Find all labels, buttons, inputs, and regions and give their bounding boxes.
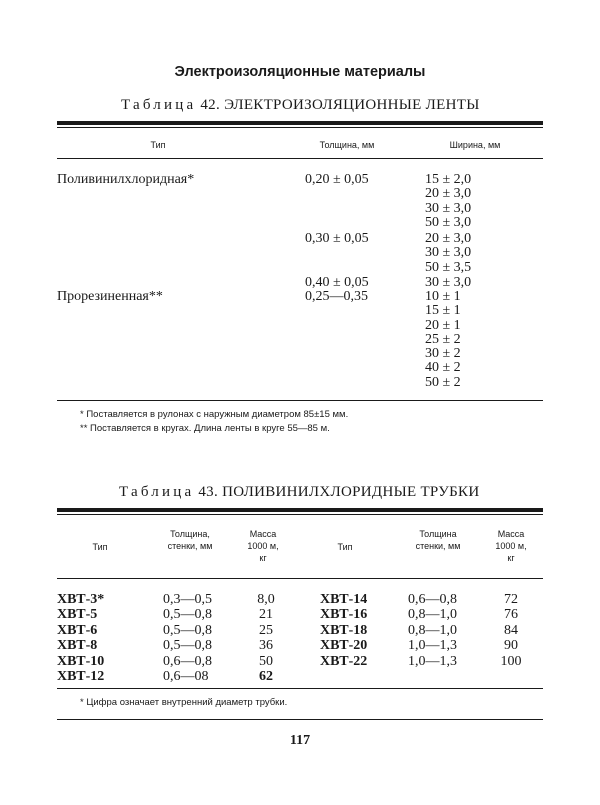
width-value: 20 ± 3,0 xyxy=(425,186,472,202)
table42-header-thickness: Толщина, мм xyxy=(319,140,375,150)
tube-type: ХВТ-16 xyxy=(320,607,368,623)
wall-value: 0,6—0,8 xyxy=(163,653,212,669)
table42-title xyxy=(121,97,480,114)
table43-label: Таблица xyxy=(119,484,195,500)
table43-title-text: ПОЛИВИНИЛХЛОРИДНЫЕ ТРУБКИ xyxy=(222,484,480,500)
wall-value: 0,5—0,8 xyxy=(163,638,212,654)
table43-right-types xyxy=(320,592,367,669)
tube-type: ХВТ-22 xyxy=(320,653,368,669)
table43-right-masses xyxy=(490,592,532,669)
table42-number: 42. xyxy=(200,97,221,113)
running-head: Электроизоляционные материалы xyxy=(174,64,426,80)
header-line: Масса xyxy=(497,529,525,539)
tube-type: ХВТ-6 xyxy=(57,622,98,638)
width-value: 50 ± 2 xyxy=(425,374,461,390)
table42-title-text: ЭЛЕКТРОИЗОЛЯЦИОННЫЕ ЛЕНТЫ xyxy=(224,97,480,113)
table42-header-width: Ширина, мм xyxy=(449,140,501,150)
wall-value: 0,8—1,0 xyxy=(408,607,457,623)
mass-value: 50 xyxy=(259,653,273,669)
table42-widths-1 xyxy=(425,173,471,230)
table43-right-walls xyxy=(408,592,457,669)
page-number: 117 xyxy=(289,733,311,748)
table43-left-masses xyxy=(246,592,286,684)
width-value: 50 ± 3,5 xyxy=(425,259,472,275)
wall-value: 0,3—0,5 xyxy=(163,592,212,607)
wall-value: 0,5—0,8 xyxy=(163,622,212,638)
table42-top-rule-thin xyxy=(57,127,543,128)
mass-value: 62 xyxy=(259,668,273,684)
table43-top-rule-thick xyxy=(57,508,543,512)
table43-number: 43. xyxy=(198,484,219,500)
header-line: Толщина xyxy=(419,529,457,539)
width-value: 10 ± 1 xyxy=(425,289,461,304)
table42-thickness-4: 0,25—0,35 xyxy=(305,289,368,304)
width-value: 30 ± 3,0 xyxy=(425,275,472,290)
tube-type: ХВТ-12 xyxy=(57,668,105,684)
table42-header-type: Тип xyxy=(150,140,166,150)
width-value: 30 ± 3,0 xyxy=(425,200,472,216)
header-line: Масса xyxy=(249,529,277,539)
table42-footnote-1: * Поставляется в рулонах с наружным диаметром 85±15 мм. xyxy=(80,409,349,420)
table42-bottom-rule xyxy=(57,400,543,401)
tube-type: ХВТ-10 xyxy=(57,653,105,669)
mass-value: 76 xyxy=(504,607,518,623)
width-value: 50 ± 3,0 xyxy=(425,214,472,230)
table43-header-type-left: Тип xyxy=(92,542,108,552)
wall-value: 1,0—1,3 xyxy=(408,653,457,669)
table43-top-rule-thin xyxy=(57,514,543,515)
header-line: 1000 м, xyxy=(495,541,527,551)
width-value: 30 ± 2 xyxy=(425,346,461,362)
table42-header-rule xyxy=(57,158,543,159)
tube-type: ХВТ-18 xyxy=(320,622,368,638)
tube-type: ХВТ-3* xyxy=(57,592,105,607)
tube-type: ХВТ-5 xyxy=(57,607,98,623)
header-line: стенки, мм xyxy=(167,541,213,551)
wall-value: 0,8—1,0 xyxy=(408,622,457,638)
width-value: 15 ± 1 xyxy=(425,303,461,319)
header-line: стенки, мм xyxy=(415,541,461,551)
table43-left-types xyxy=(57,592,104,684)
table43-footnote: * Цифра означает внутренний диаметр трубки. xyxy=(80,697,288,708)
header-line: кг xyxy=(507,553,515,563)
table42-thickness-2: 0,30 ± 0,05 xyxy=(305,231,369,246)
table42-footnote-2: ** Поставляется в кругах. Длина ленты в круге 55—85 м. xyxy=(80,423,330,434)
table43-title xyxy=(119,484,479,501)
table43-header-wall-right xyxy=(398,528,478,552)
table43-header-mass-left xyxy=(238,528,288,564)
page-bottom-rule xyxy=(57,719,543,720)
table43-header-mass-right xyxy=(486,528,536,564)
tube-type: ХВТ-20 xyxy=(320,638,368,654)
wall-value: 0,6—0,8 xyxy=(408,592,457,607)
mass-value: 36 xyxy=(259,638,273,654)
width-value: 20 ± 1 xyxy=(425,317,461,333)
table42-widths-4 xyxy=(425,290,461,390)
width-value: 30 ± 3,0 xyxy=(425,245,472,261)
wall-value: 0,5—0,8 xyxy=(163,607,212,623)
header-line: кг xyxy=(259,553,267,563)
mass-value: 8,0 xyxy=(257,592,275,607)
width-value: 25 ± 2 xyxy=(425,331,461,347)
header-line: Толщина, xyxy=(170,529,210,539)
mass-value: 90 xyxy=(504,638,518,654)
table43-bottom-rule xyxy=(57,688,543,689)
table42-type-rubberized: Прорезиненная** xyxy=(57,289,163,304)
table42-top-rule-thick xyxy=(57,121,543,125)
table42-type-pvc: Поливинилхлоридная* xyxy=(57,172,195,187)
table42-thickness-3: 0,40 ± 0,05 xyxy=(305,275,369,290)
wall-value: 0,6—08 xyxy=(163,668,209,684)
wall-value: 1,0—1,3 xyxy=(408,638,457,654)
width-value: 40 ± 2 xyxy=(425,360,461,376)
table42-label: Таблица xyxy=(121,97,197,113)
tube-type: ХВТ-14 xyxy=(320,592,368,607)
width-value: 20 ± 3,0 xyxy=(425,231,472,246)
header-line: 1000 м, xyxy=(247,541,279,551)
table42-widths-2 xyxy=(425,232,471,275)
mass-value: 25 xyxy=(259,622,273,638)
table43-left-walls xyxy=(163,592,212,684)
mass-value: 72 xyxy=(504,592,518,607)
mass-value: 100 xyxy=(500,653,522,669)
table43-header-rule xyxy=(57,578,543,579)
tube-type: ХВТ-8 xyxy=(57,638,98,654)
table43-header-type-right: Тип xyxy=(337,542,353,552)
mass-value: 84 xyxy=(504,622,518,638)
mass-value: 21 xyxy=(259,607,273,623)
table43-header-wall-left xyxy=(150,528,230,552)
width-value: 15 ± 2,0 xyxy=(425,172,472,187)
table42-thickness-1: 0,20 ± 0,05 xyxy=(305,172,369,187)
